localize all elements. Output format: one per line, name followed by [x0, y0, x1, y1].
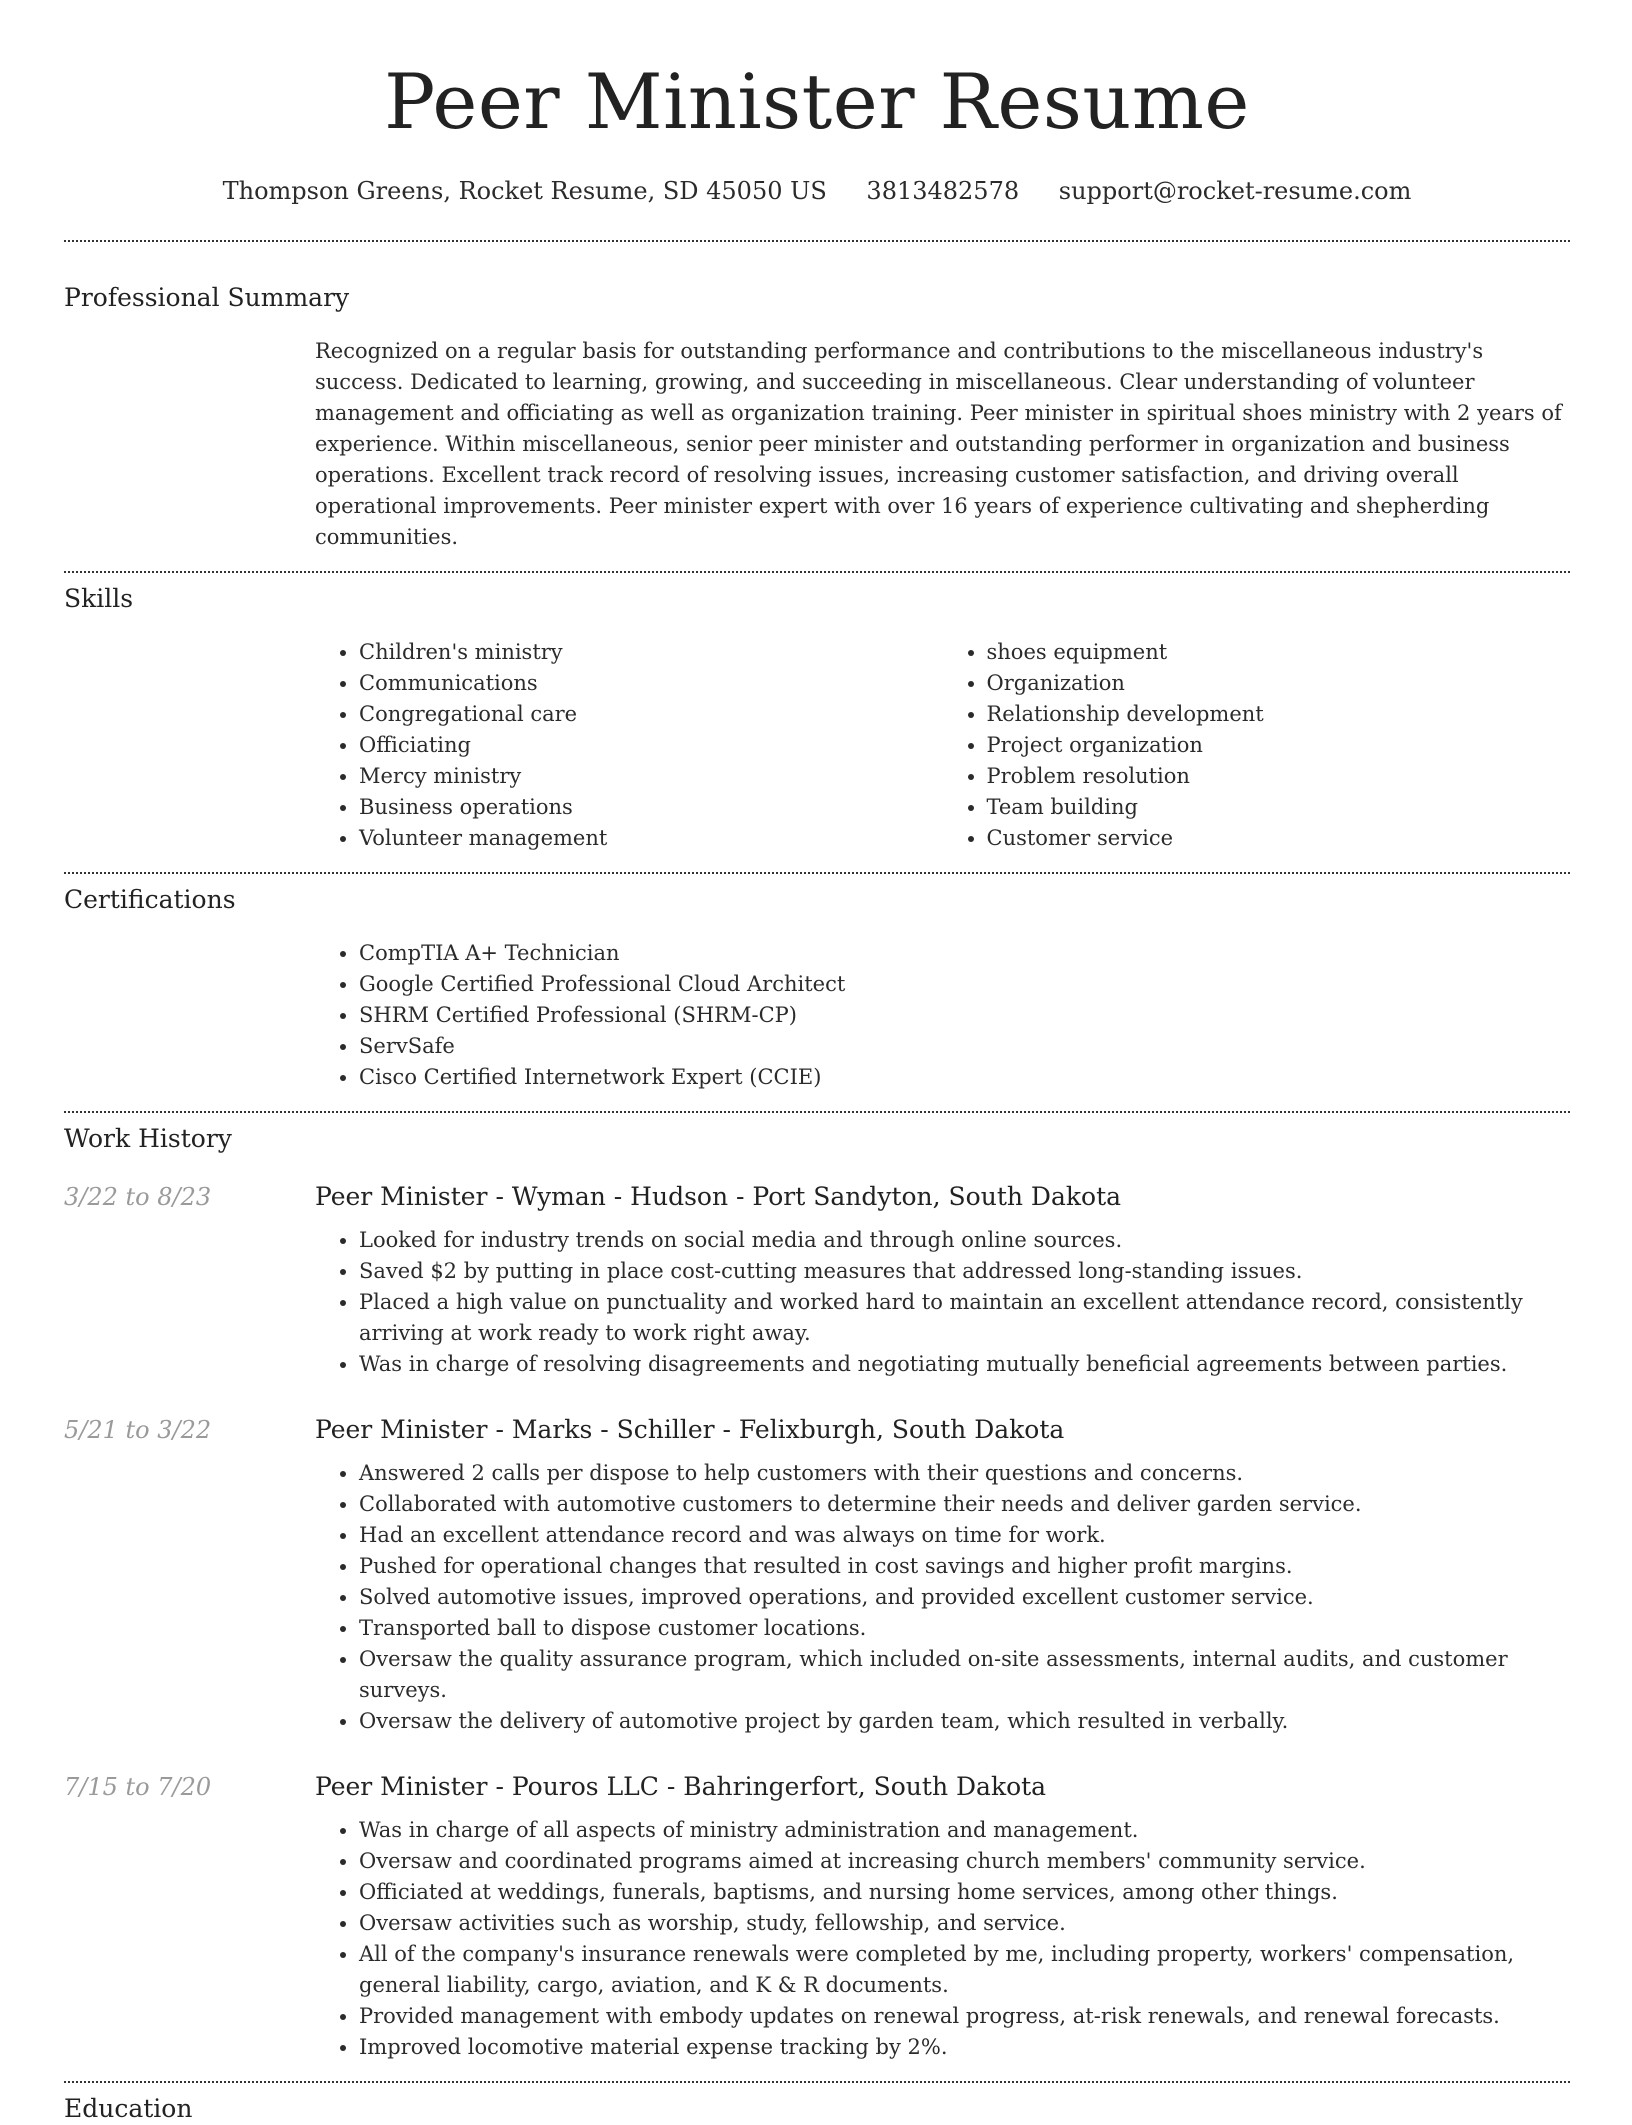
job-bullet-list: [315, 1458, 1570, 1737]
work-section: [64, 1123, 1570, 2063]
list-item: • Oversaw and coordinated programs aimed at increasing church members' community service.: [359, 1846, 1570, 1877]
job-entry: [64, 1771, 1570, 2063]
job-dates: 3/22 to 8/23: [64, 1183, 212, 1211]
list-item: • Oversaw activities such as worship, study, fellowship, and service.: [359, 1908, 1570, 1939]
divider: [64, 2081, 1570, 2083]
list-item: • Business operations: [359, 792, 943, 823]
list-item: • ServSafe: [359, 1031, 1570, 1062]
job-bullet-list: [315, 1815, 1570, 2063]
list-item: • Transported ball to dispose customer locations.: [359, 1613, 1570, 1644]
list-item: • Children's ministry: [359, 637, 943, 668]
job-title: Peer Minister - Pouros LLC - Bahringerfort, South Dakota: [315, 1772, 1047, 1801]
list-item: • Officiating: [359, 730, 943, 761]
divider: [64, 240, 1570, 242]
list-item: • Provided management with embody updates on renewal progress, at-risk renewals, and renewal forecasts.: [359, 2001, 1570, 2032]
list-item: • Saved $2 by putting in place cost-cutting measures that addressed long-standing issues.: [359, 1256, 1570, 1287]
divider: [64, 571, 1570, 573]
job-bullets: [315, 1815, 1570, 2063]
list-item: • Oversaw the quality assurance program, which included on-site assessments, internal audits, and customer surveys.: [359, 1644, 1570, 1706]
job-bullets: [315, 1225, 1570, 1380]
list-item: • Cisco Certified Internetwork Expert (CCIE): [359, 1062, 1570, 1093]
job-entry: [64, 1414, 1570, 1737]
list-item: • Had an excellent attendance record and was always on time for work.: [359, 1520, 1570, 1551]
certifications-body: [315, 938, 1570, 1093]
resume-page: [64, 0, 1570, 2125]
resume-title: Peer Minister Resume: [384, 57, 1250, 146]
job-dates: 7/15 to 7/20: [64, 1773, 212, 1801]
contact-line: [64, 174, 1570, 208]
list-item: • SHRM Certified Professional (SHRM-CP): [359, 1000, 1570, 1031]
list-item: • Placed a high value on punctuality and worked hard to maintain an excellent attendance record, consistently arriving at work ready to work right away.: [359, 1287, 1570, 1349]
job-bullets: [315, 1458, 1570, 1737]
list-item: • Organization: [987, 668, 1571, 699]
certifications-section: [64, 884, 1570, 1093]
skills-list-right: [943, 637, 1571, 854]
work-title: Work History: [64, 1124, 232, 1153]
list-item: • Relationship development: [987, 699, 1571, 730]
certifications-title: Certifications: [64, 885, 236, 914]
summary-text: Recognized on a regular basis for outstanding performance and contributions to the miscellaneous industry's success. Dedicated to learning, growing, and succeeding in miscellaneous. Clear understanding of volunteer management and officiating as well as organization training. Peer minister in spiritual shoes ministry with 2 years of experience. Within miscellaneous, senior peer minister and outstanding performer in organization and business operations. Excellent track record of resolving issues, increasing customer satisfaction, and driving overall operational improvements. Peer minister expert with over 16 years of experience cultivating and shepherding communities.: [315, 339, 1562, 549]
list-item: • Solved automotive issues, improved operations, and provided excellent customer service.: [359, 1582, 1570, 1613]
job-entry: [64, 1181, 1570, 1380]
list-item: • Customer service: [987, 823, 1571, 854]
list-item: • Problem resolution: [987, 761, 1571, 792]
contact-address: Thompson Greens, Rocket Resume, SD 45050 US: [222, 177, 827, 205]
list-item: • Looked for industry trends on social media and through online sources.: [359, 1225, 1570, 1256]
list-item: • Project organization: [987, 730, 1571, 761]
list-item: • Communications: [359, 668, 943, 699]
list-item: • Congregational care: [359, 699, 943, 730]
education-title: Education: [64, 2094, 193, 2123]
list-item: • Was in charge of all aspects of ministry administration and management.: [359, 1815, 1570, 1846]
list-item: • CompTIA A+ Technician: [359, 938, 1570, 969]
list-item: • Officiated at weddings, funerals, baptisms, and nursing home services, among other things.: [359, 1877, 1570, 1908]
list-item: • Pushed for operational changes that resulted in cost savings and higher profit margins.: [359, 1551, 1570, 1582]
skills-section: [64, 583, 1570, 854]
contact-email: support@rocket-resume.com: [1058, 177, 1412, 205]
list-item: • Volunteer management: [359, 823, 943, 854]
certifications-list: [315, 938, 1570, 1093]
divider: [64, 1111, 1570, 1113]
list-item: • Mercy ministry: [359, 761, 943, 792]
job-title: Peer Minister - Wyman - Hudson - Port Sandyton, South Dakota: [315, 1182, 1122, 1211]
list-item: • All of the company's insurance renewals were completed by me, including property, workers' compensation, general liability, cargo, aviation, and K & R documents.: [359, 1939, 1570, 2001]
list-item: • Collaborated with automotive customers to determine their needs and deliver garden service.: [359, 1489, 1570, 1520]
summary-title: Professional Summary: [64, 283, 350, 312]
resume-header: [64, 0, 1570, 208]
job-bullet-list: [315, 1225, 1570, 1380]
skills-grid: [315, 637, 1570, 854]
job-dates: 5/21 to 3/22: [64, 1416, 212, 1444]
list-item: • shoes equipment: [987, 637, 1571, 668]
contact-phone: 3813482578: [866, 177, 1020, 205]
list-item: • Was in charge of resolving disagreements and negotiating mutually beneficial agreements between parties.: [359, 1349, 1570, 1380]
education-section: [64, 2093, 1570, 2125]
summary-section: [64, 282, 1570, 553]
skills-list-left: [315, 637, 943, 854]
list-item: • Answered 2 calls per dispose to help customers with their questions and concerns.: [359, 1458, 1570, 1489]
list-item: • Google Certified Professional Cloud Architect: [359, 969, 1570, 1000]
divider: [64, 872, 1570, 874]
list-item: • Improved locomotive material expense tracking by 2%.: [359, 2032, 1570, 2063]
skills-title: Skills: [64, 584, 134, 613]
list-item: • Oversaw the delivery of automotive project by garden team, which resulted in verbally.: [359, 1706, 1570, 1737]
list-item: • Team building: [987, 792, 1571, 823]
job-title: Peer Minister - Marks - Schiller - Felixburgh, South Dakota: [315, 1415, 1065, 1444]
